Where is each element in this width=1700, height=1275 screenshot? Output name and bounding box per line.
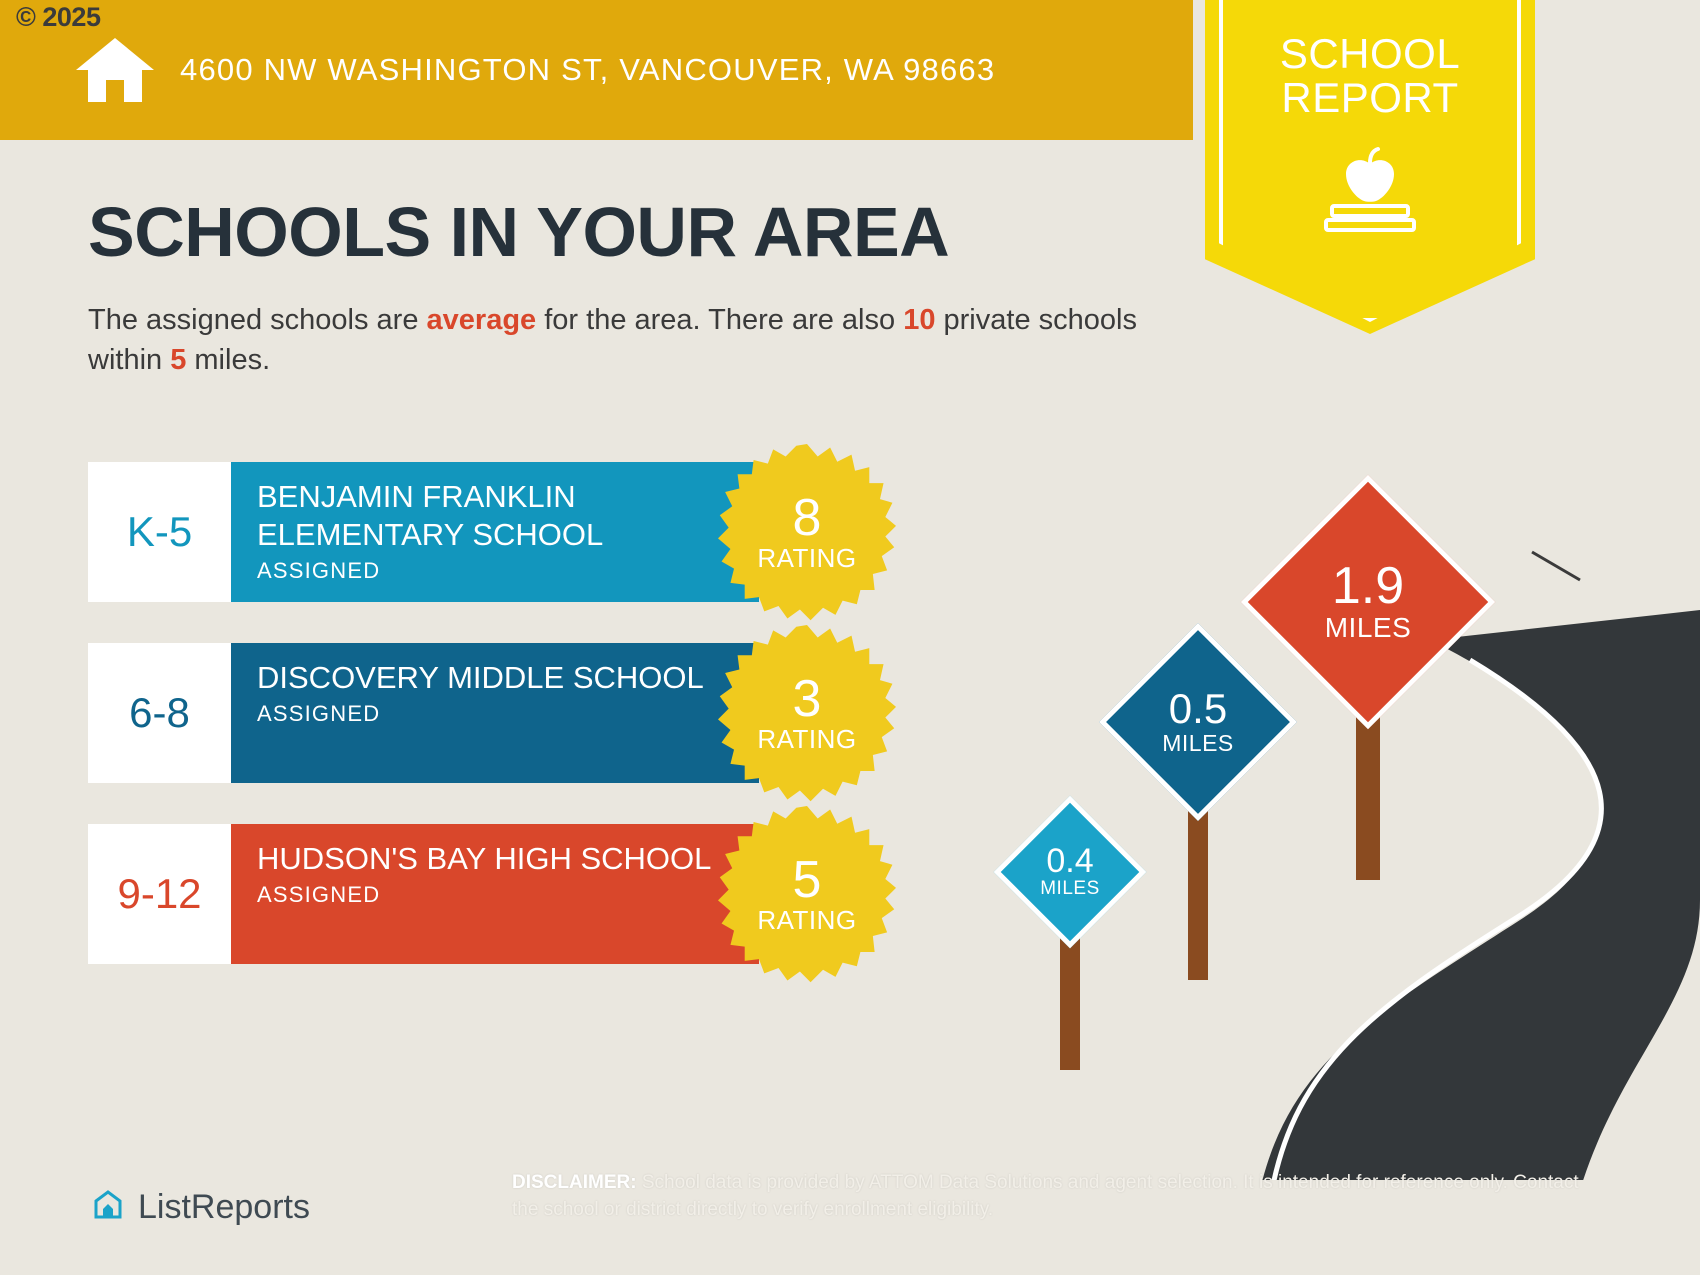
school-report-badge — [1205, 0, 1535, 334]
subtitle-highlight-count: 10 — [903, 304, 936, 336]
page-title: SCHOOLS IN YOUR AREA — [88, 193, 950, 271]
school-rating-label: RATING — [757, 542, 857, 573]
subtitle-part1: The assigned schools are — [88, 304, 427, 336]
school-grade-range: K-5 — [88, 462, 231, 602]
school-list — [88, 462, 857, 1005]
badge-title-line1: SCHOOL — [1279, 30, 1461, 77]
school-rating-badge — [718, 444, 896, 622]
copyright-label: © 2025 — [16, 2, 101, 32]
brand-logo — [90, 1188, 310, 1227]
school-name: HUDSON'S BAY HIGH SCHOOL — [257, 841, 712, 876]
disclaimer-text: School data is provided by ATTOM Data Solutions and agent selection. It is intended for reference only. Contact the school or district directly to verify enrollment eligibility. — [512, 1172, 1579, 1220]
school-status: ASSIGNED — [257, 882, 381, 907]
subtitle-part3: private schools within — [88, 304, 1137, 376]
listreports-logo-icon — [90, 1189, 126, 1227]
subtitle-part2: for the area. There are also — [536, 304, 904, 336]
school-rating-badge — [718, 806, 896, 984]
school-status: ASSIGNED — [257, 701, 381, 726]
school-rating-value: 5 — [792, 850, 822, 909]
brand-name: ListReports — [138, 1188, 310, 1226]
road-illustration — [960, 500, 1700, 1180]
sign-diamond — [1241, 475, 1496, 730]
school-row — [88, 643, 857, 783]
distance-sign-2 — [1228, 480, 1508, 880]
school-name: BENJAMIN FRANKLIN ELEMENTARY SCHOOL — [257, 479, 604, 552]
school-row — [88, 462, 857, 602]
school-rating-label: RATING — [757, 904, 857, 935]
sign-distance-unit: MILES — [1040, 878, 1100, 899]
school-grade-range: 9-12 — [88, 824, 231, 964]
sign-distance-unit: MILES — [1324, 612, 1412, 643]
sign-distance-unit: MILES — [1162, 729, 1234, 756]
apple-on-books-icon — [1205, 144, 1535, 236]
school-info-bar — [231, 824, 759, 964]
school-name: DISCOVERY MIDDLE SCHOOL — [257, 660, 704, 695]
badge-title — [1205, 32, 1535, 120]
school-grade-range: 6-8 — [88, 643, 231, 783]
sign-distance-value: 1.9 — [1331, 557, 1405, 615]
sign-distance-value: 0.5 — [1168, 684, 1228, 732]
header-bar — [0, 0, 1193, 140]
page-subtitle — [88, 300, 1148, 380]
school-rating-value: 8 — [792, 488, 822, 547]
badge-title-line2: REPORT — [1281, 74, 1459, 121]
school-info-bar — [231, 462, 759, 602]
subtitle-part4: miles. — [186, 344, 271, 376]
school-info-bar — [231, 643, 759, 783]
home-icon — [72, 34, 158, 106]
school-status: ASSIGNED — [257, 558, 381, 583]
school-rating-value: 3 — [792, 669, 822, 728]
sign-distance-value: 0.4 — [1046, 842, 1094, 880]
school-row — [88, 824, 857, 964]
disclaimer-label: DISCLAIMER: — [512, 1172, 637, 1193]
school-rating-label: RATING — [757, 723, 857, 754]
subtitle-highlight-radius: 5 — [170, 344, 187, 376]
school-rating-badge — [718, 625, 896, 803]
sign-label — [1283, 517, 1453, 687]
property-address: 4600 NW WASHINGTON ST, VANCOUVER, WA 98663 — [180, 52, 996, 87]
disclaimer — [512, 1169, 1592, 1223]
subtitle-highlight-average: average — [426, 304, 537, 336]
